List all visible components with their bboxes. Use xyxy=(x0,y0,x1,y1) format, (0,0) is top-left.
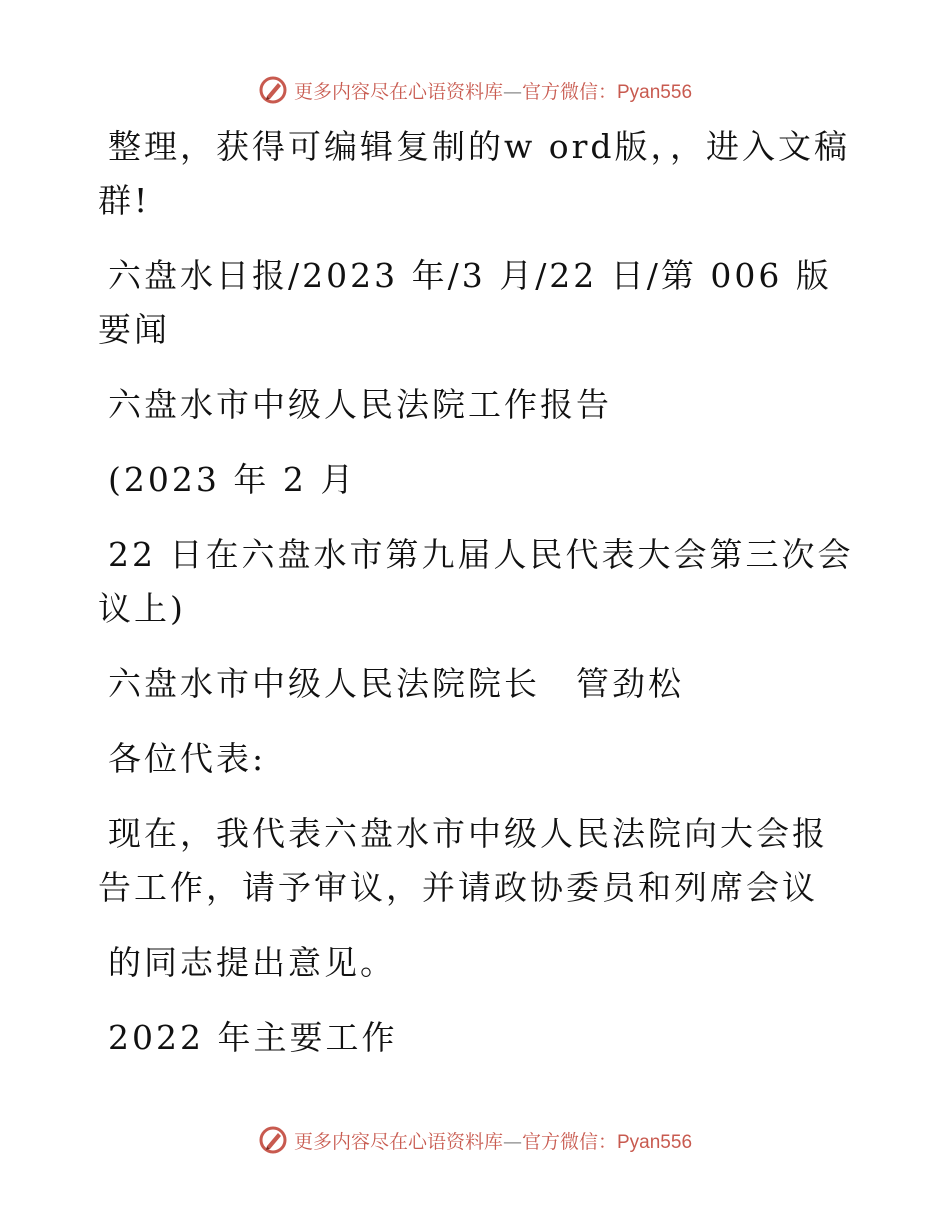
header-watermark-banner xyxy=(0,70,950,110)
paragraph: 各位代表: xyxy=(108,739,267,778)
paragraph: 六盘水市中级人民法院工作报告 xyxy=(108,385,612,424)
watermark-wechat-label: 官方微信： xyxy=(521,80,617,103)
paragraph: 整理，获得可编辑复制的w ord版，，进入文稿群! xyxy=(98,127,851,220)
watermark-separator: — xyxy=(502,1130,522,1153)
watermark-text xyxy=(294,1127,692,1154)
document-body xyxy=(98,120,858,1065)
watermark-main-text: 更多内容尽在心语资料库 xyxy=(293,1130,503,1153)
watermark-main-text: 更多内容尽在心语资料库 xyxy=(293,80,503,103)
watermark-text xyxy=(294,77,692,104)
paragraph: 现在，我代表六盘水市中级人民法院向大会报告工作，请予审议，并请政协委员和列席会议 xyxy=(98,814,828,907)
footer-watermark-banner xyxy=(0,1120,950,1160)
paragraph: 六盘水日报/2023 年/3 月/22 日/第 006 版要闻 xyxy=(98,256,832,349)
paragraph: 22 日在六盘水市第九届人民代表大会第三次会议上) xyxy=(98,535,854,628)
watermark-separator: — xyxy=(502,80,522,103)
watermark-wechat-label: 官方微信： xyxy=(521,1130,617,1153)
watermark-wechat-id: Pyan556 xyxy=(617,81,693,103)
paragraph: (2023 年 2 月 xyxy=(108,460,357,499)
watermark-wechat-id: Pyan556 xyxy=(617,1131,693,1153)
pen-circle-logo-icon xyxy=(258,75,288,105)
paragraph: 六盘水市中级人民法院院长 管劲松 xyxy=(108,664,684,703)
pen-circle-logo-icon xyxy=(258,1125,288,1155)
paragraph: 的同志提出意见。 xyxy=(108,943,396,982)
paragraph: 2022 年主要工作 xyxy=(108,1018,398,1057)
